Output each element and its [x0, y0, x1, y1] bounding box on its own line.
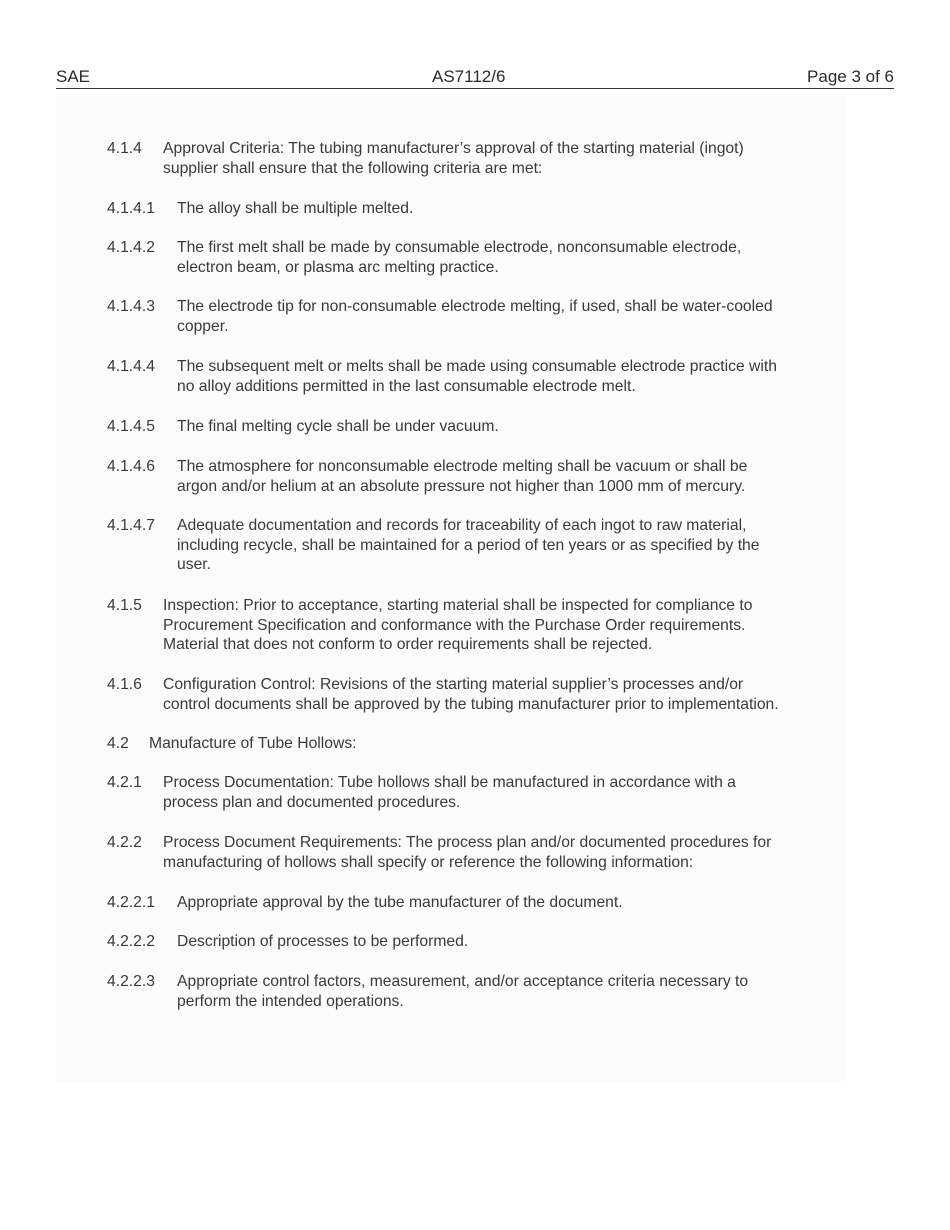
page-header [56, 66, 894, 89]
section-number: 4.1.4.2 [107, 239, 155, 256]
text-line: Approval Criteria: The tubing manufacturer’s approval of the starting material (ingot) [163, 140, 744, 157]
text-line: The alloy shall be multiple melted. [177, 200, 414, 217]
text-line: Material that does not conform to order requirements shall be rejected. [163, 636, 653, 653]
section-text [149, 734, 357, 754]
section-number: 4.1.4.5 [107, 418, 155, 435]
text-line: Appropriate approval by the tube manufacturer of the document. [177, 894, 623, 911]
section-number: 4.2.2 [107, 834, 142, 851]
text-line: The electrode tip for non-consumable electrode melting, if used, shall be water-cooled [177, 298, 773, 315]
text-line: Manufacture of Tube Hollows: [149, 735, 357, 752]
section-text [163, 139, 744, 178]
section-number: 4.1.5 [107, 597, 142, 614]
section-text [177, 199, 413, 219]
text-line: Appropriate control factors, measurement, and/or acceptance criteria necessary to [177, 973, 749, 990]
section-number: 4.2 [107, 735, 129, 752]
section-text [163, 833, 771, 872]
section-number: 4.1.6 [107, 676, 142, 693]
section-number: 4.2.2.1 [107, 894, 155, 911]
text-line: user. [177, 556, 212, 573]
text-line: including recycle, shall be maintained for a period of ten years or as specified by the [177, 536, 760, 554]
section-number: 4.1.4.1 [107, 200, 155, 217]
section-number: 4.2.2.3 [107, 973, 155, 990]
text-line: The final melting cycle shall be under vacuum. [177, 418, 499, 435]
text-line: manufacturing of hollows shall specify or reference the following information: [163, 853, 694, 871]
text-line: argon and/or helium at an absolute pressure not higher than 1000 mm of mercury. [177, 477, 746, 495]
text-line: no alloy additions permitted in the last consumable electrode melt. [177, 377, 636, 395]
text-line: The first melt shall be made by consumable electrode, nonconsumable electrode, [177, 239, 742, 256]
text-line: Process Documentation: Tube hollows shall be manufactured in accordance with a [163, 774, 736, 791]
section-number: 4.1.4.6 [107, 458, 155, 475]
text-line: Procurement Specification and conformance with the Purchase Order requirements. [163, 616, 746, 634]
header-org: SAE [56, 67, 91, 86]
section-text [177, 516, 760, 575]
section-text [177, 238, 741, 277]
section-number: 4.1.4.4 [107, 358, 155, 375]
section-text [177, 457, 747, 496]
header-doc-number: AS7112/6 [432, 67, 506, 86]
text-line: The atmosphere for nonconsumable electrode melting shall be vacuum or shall be [177, 458, 748, 475]
text-line: Configuration Control: Revisions of the starting material supplier’s processes and/or [163, 676, 744, 693]
section-number: 4.2.2.2 [107, 933, 155, 950]
text-line: Adequate documentation and records for traceability of each ingot to raw material, [177, 517, 747, 534]
text-line: control documents shall be approved by the tubing manufacturer prior to implementation. [163, 695, 779, 713]
section-text [177, 932, 468, 952]
section-text [177, 972, 748, 1011]
section-text [163, 773, 736, 812]
section-number: 4.1.4.3 [107, 298, 155, 315]
text-line: Description of processes to be performed. [177, 933, 469, 950]
section-number: 4.1.4.7 [107, 517, 155, 534]
section-text [177, 417, 499, 437]
section-number: 4.1.4 [107, 140, 142, 157]
section-text [163, 596, 752, 655]
text-line: The subsequent melt or melts shall be made using consumable electrode practice with [177, 358, 777, 375]
text-line: electron beam, or plasma arc melting practice. [177, 258, 499, 276]
section-text [163, 675, 779, 714]
text-line: Inspection: Prior to acceptance, starting material shall be inspected for compliance to [163, 597, 753, 614]
section-text [177, 893, 623, 913]
text-line: Process Document Requirements: The process plan and/or documented procedures for [163, 834, 772, 851]
text-line: process plan and documented procedures. [163, 793, 461, 811]
text-line: perform the intended operations. [177, 992, 404, 1010]
section-number: 4.2.1 [107, 774, 142, 791]
section-text [177, 297, 773, 336]
text-line: copper. [177, 317, 229, 335]
header-page-number: Page 3 of 6 [807, 67, 894, 86]
text-line: supplier shall ensure that the following criteria are met: [163, 159, 543, 177]
section-text [177, 357, 777, 396]
